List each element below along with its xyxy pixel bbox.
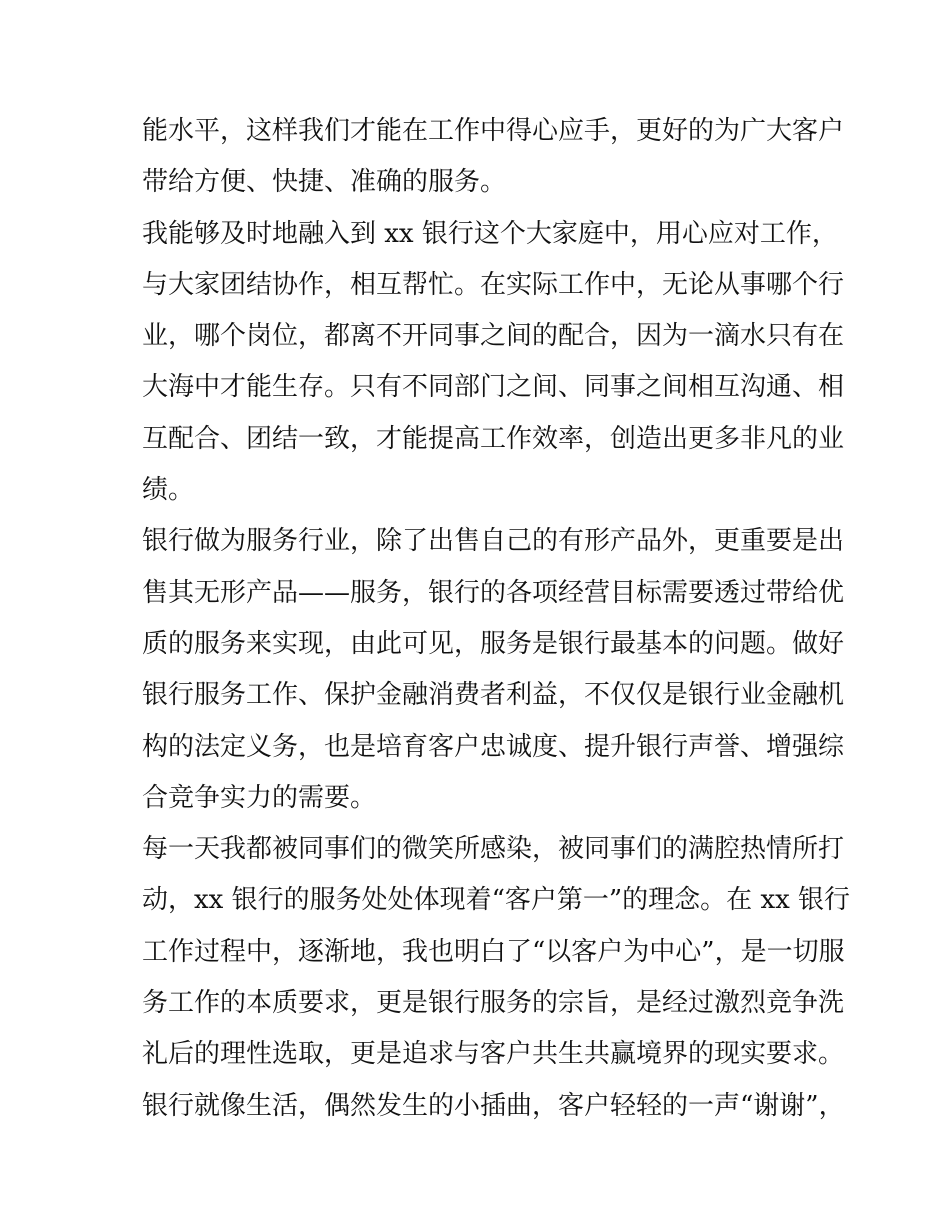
text-line: 我能够及时地融入到 xx 银行这个大家庭中，用心应对工作， <box>142 218 838 249</box>
text-line: 质的服务来实现，由此可见，服务是银行最基本的问题。做好 <box>142 628 845 659</box>
text-line: 合竞争实力的需要。 <box>142 782 377 813</box>
text-line: 带给方便、快捷、准确的服务。 <box>142 167 507 198</box>
text-line: 能水平，这样我们才能在工作中得心应手，更好的为广大客户 <box>142 116 845 146</box>
text-line: 动，xx 银行的服务处处体现着“客户第一”的理念。在 xx 银行 <box>142 885 851 916</box>
text-line: 与大家团结协作，相互帮忙。在实际工作中，无论从事哪个行 <box>142 269 845 300</box>
body-text <box>142 106 851 1132</box>
text-line: 构的法定义务，也是培育客户忠诚度、提升银行声誉、增强综 <box>142 731 845 762</box>
text-line: 工作过程中，逐渐地，我也明白了“以客户为中心”，是一切服 <box>142 936 845 967</box>
text-line: 务工作的本质要求，更是银行服务的宗旨，是经过激烈竞争洗 <box>142 988 845 1019</box>
text-line: 互配合、团结一致，才能提高工作效率，创造出更多非凡的业 <box>142 423 845 454</box>
text-line: 绩。 <box>142 475 195 506</box>
text-line: 每一天我都被同事们的微笑所感染，被同事们的满腔热情所打 <box>142 834 845 865</box>
text-line: 业，哪个岗位，都离不开同事之间的配合，因为一滴水只有在 <box>142 321 845 352</box>
text-line: 售其无形产品——服务，银行的各项经营目标需要透过带给优 <box>142 577 845 608</box>
text-line: 礼后的理性选取，更是追求与客户共生共赢境界的现实要求。 <box>142 1039 845 1070</box>
text-line: 大海中才能生存。只有不同部门之间、同事之间相互沟通、相 <box>142 372 845 403</box>
text-line: 银行服务工作、保护金融消费者利益，不仅仅是银行业金融机 <box>142 680 845 711</box>
text-line: 银行做为服务行业，除了出售自己的有形产品外，更重要是出 <box>142 526 845 557</box>
text-line: 银行就像生活，偶然发生的小插曲，客户轻轻的一声“谢谢”， <box>142 1090 845 1121</box>
